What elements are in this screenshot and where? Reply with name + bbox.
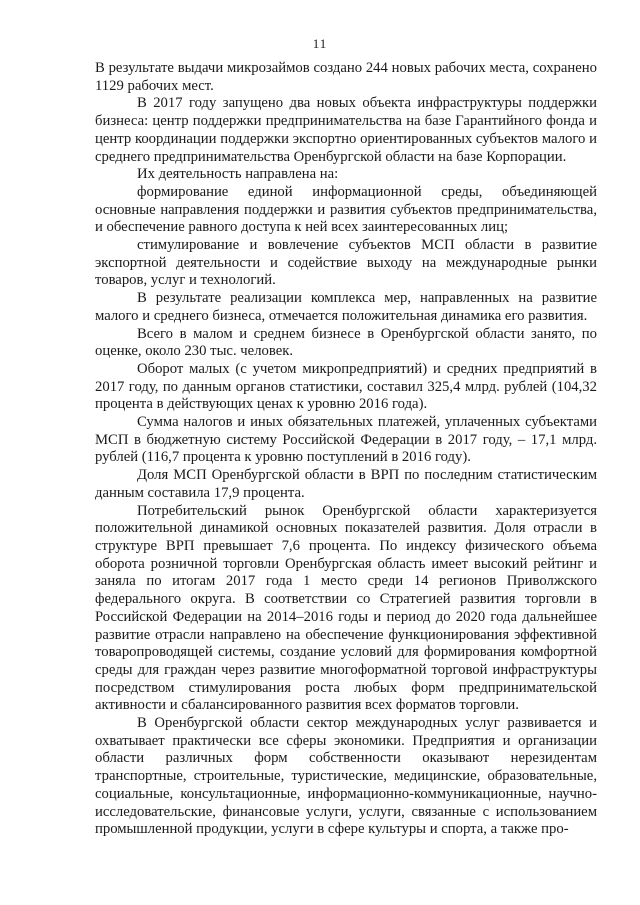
paragraph-taxes: Сумма налогов и иных обязательных платежей, уплаченных субъектами МСП в бюджетную систему Российской Федерации в 2017 году, – 17,1 млрд. рублей (116,7 процента к уровню поступлений в 2016 году). [95, 414, 597, 466]
paragraph-microloans: В результате выдачи микрозаймов создано 244 новых рабочих места, сохранено 1129 рабочих мест. [95, 60, 597, 94]
paragraph-positive-dynamics: В результате реализации комплекса мер, направленных на развитие малого и среднего бизнеса, отмечается положительная динамика его развития. [95, 290, 597, 324]
page-number: 11 [312, 36, 328, 51]
paragraph-infrastructure: В 2017 году запущено два новых объекта инфраструктуры поддержки бизнеса: центр поддержки предпринимательства на базе Гарантийного фонда и центр координации поддержки экспортно ориентированных субъектов малого и среднего предпринимательства Оренбургской области на базе Корпорации. [95, 95, 597, 165]
paragraph-turnover: Оборот малых (с учетом микропредприятий) и средних предприятий в 2017 году, по данным органов статистики, составил 325,4 млрд. рублей (104,32 процента в действующих ценах к уровню 2016 года). [95, 360, 597, 413]
paragraph-activity-intro: Их деятельность направлена на: [137, 166, 339, 183]
paragraph-consumer-market: Потребительский рынок Оренбургской области характеризуется положительной динамикой основных показателей развития. Доля отрасли в структуре ВРП превышает 7,6 процента. По индексу физического объема оборота розничной торговли Оренбургская область имеет высокий рейтинг и заняла по итогам 2017 года 1 место среди 14 регионов Приволжского федерального округа. В соответствии со Стратегией развития торговли в Российской Федерации на 2014–2016 годы и период до 2020 года дальнейшее развитие отрасли направлено на обеспечение функционирования эффективной товаропроводящей системы, создание условий для формирования комфортной среды для граждан через развитие многоформатной торговой инфраструктуры посредством стимулирования роста любых форм предпринимательской активности и сбалансированного развития всех форматов торговли. [95, 502, 597, 714]
paragraph-export-stimulation: стимулирование и вовлечение субъектов МСП области в развитие экспортной деятельности и содействие выходу на международные рынки товаров, услуг и технологий. [95, 237, 597, 289]
paragraph-employment: Всего в малом и среднем бизнесе в Оренбургской области занято, по оценке, около 230 тыс. человек. [95, 325, 597, 360]
paragraph-international-services: В Оренбургской области сектор международных услуг развивается и охватывает практически все сферы экономики. Предприятия и организации области различных форм собственности оказывают нерезидентам транспортные, строительные, туристические, медицинские, образовательные, социальные, консультационные, информационно-коммуникационные, научно-исследовательские, финансовые услуги, услуги, связанные с использованием промышленной продукции, услуги в сфере культуры и спорта, а также про- [95, 715, 597, 838]
document-body [95, 60, 597, 839]
paragraph-info-environment: формирование единой информационной среды, объединяющей основные направления поддержки и развития субъектов предпринимательства, и обеспечение равного доступа к ней всех заинтересованных лиц; [95, 183, 597, 236]
paragraph-grp-share: Доля МСП Оренбургской области в ВРП по последним статистическим данным составила 17,9 процента. [95, 467, 597, 501]
